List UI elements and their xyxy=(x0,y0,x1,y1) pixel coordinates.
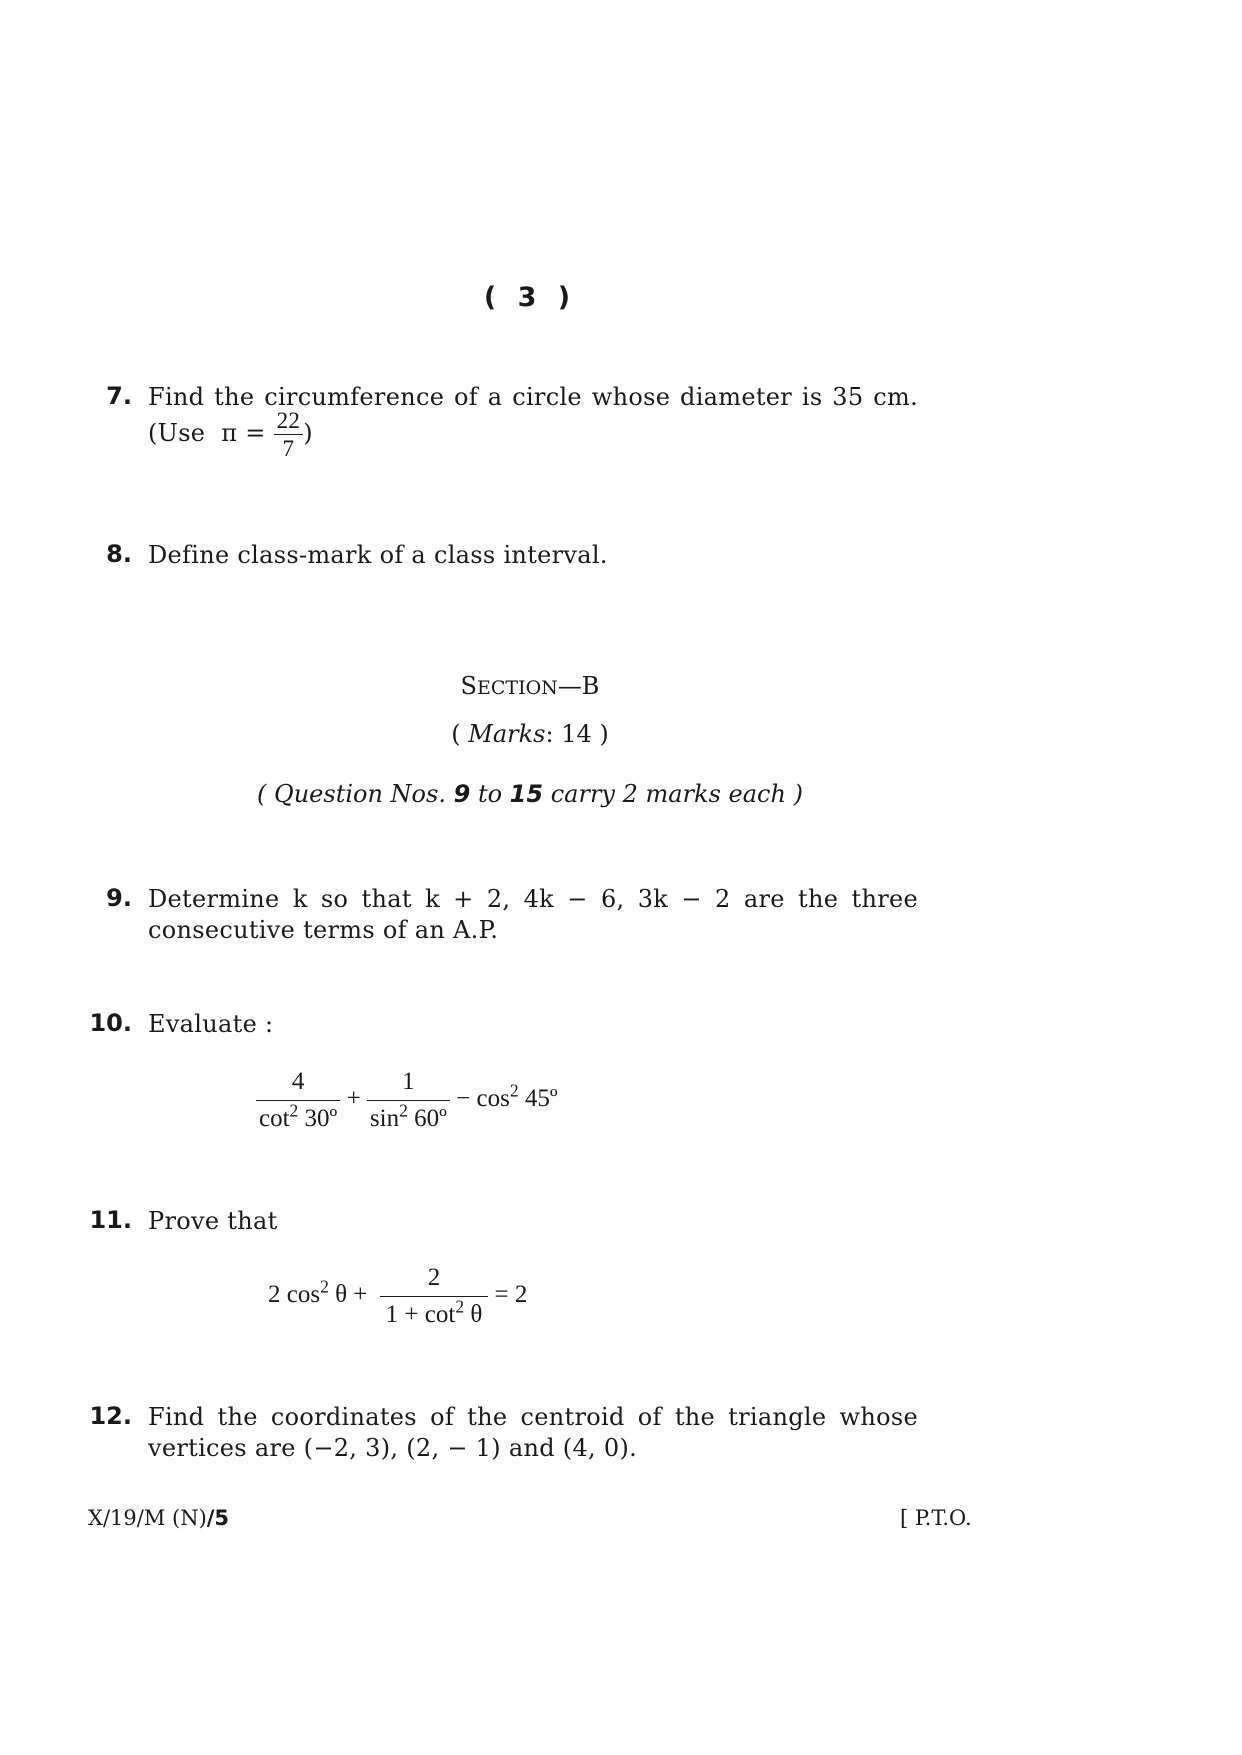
note-last-question: 15 xyxy=(509,780,544,808)
den-cot: 1 + cot xyxy=(385,1301,456,1328)
marks-value: : 14 ) xyxy=(545,720,609,748)
note-first-question: 9 xyxy=(453,780,471,808)
identity-fraction xyxy=(380,1260,489,1333)
cos-fn: − cos xyxy=(456,1085,510,1113)
lhs-exponent: 2 xyxy=(320,1276,329,1297)
den-exponent: 2 xyxy=(455,1296,465,1317)
question-9-line2: consecutive terms of an A.P. xyxy=(148,916,499,944)
cot-exponent: 2 xyxy=(289,1100,299,1121)
question-number-7: 7. xyxy=(106,382,132,410)
page-number: ( 3 ) xyxy=(483,282,577,313)
note-part-e: carry 2 marks each ) xyxy=(550,780,803,808)
lhs-theta: θ + xyxy=(328,1281,368,1309)
paper-code-suffix: /5 xyxy=(206,1506,230,1530)
question-8-text: Define class-mark of a class interval. xyxy=(148,541,608,569)
marks-label: Marks xyxy=(468,720,546,748)
question-7-pi-hint xyxy=(148,407,313,462)
sin-angle: 60º xyxy=(407,1105,447,1132)
question-number-9: 9. xyxy=(106,884,132,912)
cot-angle: 30º xyxy=(298,1105,338,1132)
cot-fn: cot xyxy=(259,1105,290,1132)
cos-angle: 45º xyxy=(518,1085,558,1113)
paper-code-main: X/19/M (N) xyxy=(88,1506,207,1530)
term2-fraction xyxy=(367,1064,450,1137)
pi-fraction-denominator: 7 xyxy=(274,434,304,462)
lhs-cos: 2 cos xyxy=(268,1281,321,1309)
question-number-8: 8. xyxy=(106,540,132,568)
note-part-c: to xyxy=(477,780,503,808)
question-number-10: 10. xyxy=(89,1009,132,1037)
cos-term xyxy=(456,1080,558,1113)
question-number-12: 12. xyxy=(89,1402,132,1430)
question-7-line1: Find the circumference of a circle whose diameter is 35 cm. xyxy=(148,383,918,411)
sin-fn: sin xyxy=(369,1105,400,1132)
plus-sign: + xyxy=(346,1085,361,1113)
term2-numerator: 1 xyxy=(402,1068,415,1095)
identity-numerator: 2 xyxy=(427,1264,441,1291)
paper-code xyxy=(88,1506,229,1530)
term1-fraction xyxy=(256,1064,340,1137)
pi-fraction xyxy=(274,407,304,462)
sin-exponent: 2 xyxy=(399,1100,408,1121)
question-11-identity xyxy=(268,1260,527,1333)
question-12-text xyxy=(148,1402,918,1464)
cos-exponent: 2 xyxy=(509,1080,519,1101)
term2-denominator xyxy=(367,1100,450,1137)
section-note xyxy=(0,780,1060,808)
term1-numerator: 4 xyxy=(291,1068,305,1095)
pi-fraction-numerator: 22 xyxy=(276,408,301,433)
section-marks xyxy=(0,720,1060,748)
term1-denominator xyxy=(256,1100,340,1137)
question-10-text: Evaluate : xyxy=(148,1010,274,1038)
use-prefix: (Use xyxy=(148,419,206,447)
den-theta: θ xyxy=(464,1301,483,1328)
identity-lhs xyxy=(268,1276,368,1309)
question-9-text xyxy=(148,884,918,946)
pto-note: [ P.T.O. xyxy=(900,1506,972,1530)
section-title-suffix: —B xyxy=(557,672,600,700)
identity-rhs: = 2 xyxy=(494,1281,528,1309)
identity-denominator xyxy=(380,1296,489,1333)
close-paren: ) xyxy=(303,419,313,447)
question-number-11: 11. xyxy=(89,1206,132,1234)
marks-open: ( xyxy=(451,720,461,748)
section-title-initial: S xyxy=(460,672,477,700)
question-9-line1: Determine k so that k + 2, 4k − 6, 3k − 2 are the three xyxy=(148,885,918,913)
question-12-line1: Find the coordinates of the centroid of the triangle whose xyxy=(148,1403,918,1431)
section-title xyxy=(0,672,1060,700)
section-title-smallcaps: ECTION xyxy=(477,677,558,699)
question-11-text: Prove that xyxy=(148,1207,278,1235)
pi-symbol: π = xyxy=(221,419,266,447)
question-10-expression xyxy=(256,1064,558,1137)
question-12-line2: vertices are (−2, 3), (2, − 1) and (4, 0). xyxy=(148,1434,638,1462)
note-part-a: ( Question Nos. xyxy=(257,780,446,808)
